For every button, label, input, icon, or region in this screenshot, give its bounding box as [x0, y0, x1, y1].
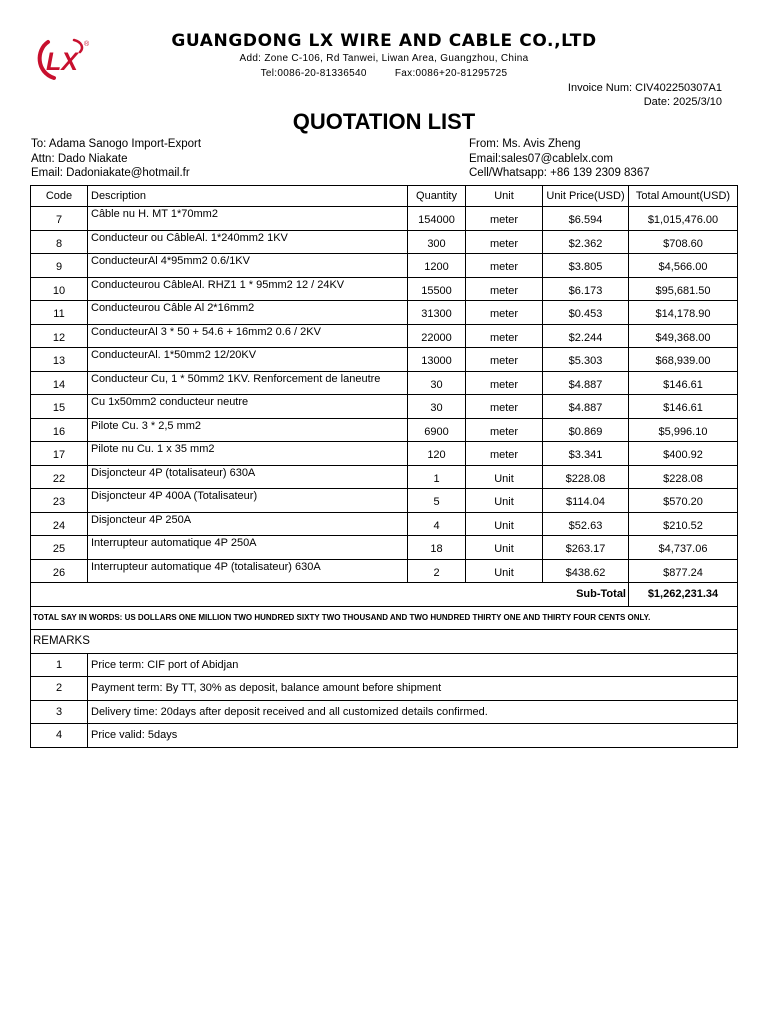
- item-total: $210.52: [629, 512, 738, 536]
- table-row: [31, 442, 738, 466]
- item-description: Conducteurou CâbleAl. RHZ1 1 * 95mm2 12 / 24KV: [88, 277, 408, 301]
- attn-line: Attn: Dado Niakate: [31, 153, 128, 165]
- item-total: $4,737.06: [629, 536, 738, 560]
- item-description: ConducteurAl. 1*50mm2 12/20KV: [88, 348, 408, 372]
- item-description: Conducteur ou CâbleAl. 1*240mm2 1KV: [88, 230, 408, 254]
- item-description: Interrupteur automatique 4P (totalisateur) 630A: [88, 559, 408, 583]
- item-unit-price: $3.805: [543, 254, 629, 278]
- item-code: 25: [31, 536, 88, 560]
- remark-number: 4: [31, 724, 88, 748]
- table-row: [31, 465, 738, 489]
- item-total: $4,566.00: [629, 254, 738, 278]
- from-email: Email:sales07@cablelx.com: [469, 153, 613, 165]
- item-total: $146.61: [629, 395, 738, 419]
- item-total: $5,996.10: [629, 418, 738, 442]
- table-row: [31, 489, 738, 513]
- remarks-heading: REMARKS: [31, 630, 738, 654]
- item-quantity: 6900: [408, 418, 466, 442]
- item-total: $14,178.90: [629, 301, 738, 325]
- table-row: [31, 277, 738, 301]
- item-quantity: 5: [408, 489, 466, 513]
- item-code: 13: [31, 348, 88, 372]
- item-unit: meter: [466, 254, 543, 278]
- company-contact: [0, 68, 768, 79]
- item-quantity: 120: [408, 442, 466, 466]
- item-description: Disjoncteur 4P 250A: [88, 512, 408, 536]
- remarks-heading-row: [31, 630, 738, 654]
- item-unit-price: $2.244: [543, 324, 629, 348]
- item-total: $95,681.50: [629, 277, 738, 301]
- item-code: 26: [31, 559, 88, 583]
- item-code: 17: [31, 442, 88, 466]
- remark-row: [31, 700, 738, 724]
- item-unit-price: $4.887: [543, 371, 629, 395]
- table-row: [31, 230, 738, 254]
- item-description: Interrupteur automatique 4P 250A: [88, 536, 408, 560]
- item-unit: Unit: [466, 465, 543, 489]
- item-total: $68,939.00: [629, 348, 738, 372]
- item-total: $708.60: [629, 230, 738, 254]
- invoice-date: Date: 2025/3/10: [643, 96, 722, 108]
- item-code: 14: [31, 371, 88, 395]
- item-unit-price: $6.594: [543, 207, 629, 231]
- subtotal-value: $1,262,231.34: [629, 583, 738, 607]
- header-quantity: Quantity: [408, 186, 466, 207]
- table-row: [31, 301, 738, 325]
- remark-row: [31, 724, 738, 748]
- item-description: ConducteurAl 3 * 50 + 54.6 + 16mm2 0.6 / 2KV: [88, 324, 408, 348]
- item-unit-price: $228.08: [543, 465, 629, 489]
- total-say-in-words: TOTAL SAY IN WORDS: US DOLLARS ONE MILLION TWO HUNDRED SIXTY TWO THOUSAND AND TWO HUNDRED THIRTY ONE AND THIRTY FOUR CENTS ONLY.: [31, 606, 738, 630]
- item-total: $570.20: [629, 489, 738, 513]
- item-unit: meter: [466, 442, 543, 466]
- item-total: $877.24: [629, 559, 738, 583]
- item-unit-price: $0.453: [543, 301, 629, 325]
- item-unit-price: $52.63: [543, 512, 629, 536]
- header-unit: Unit: [466, 186, 543, 207]
- item-quantity: 1200: [408, 254, 466, 278]
- remark-number: 2: [31, 677, 88, 701]
- item-unit: meter: [466, 324, 543, 348]
- item-unit: meter: [466, 277, 543, 301]
- company-tel: Tel:0086-20-81336540: [260, 68, 367, 79]
- item-code: 22: [31, 465, 88, 489]
- table-row: [31, 512, 738, 536]
- item-unit: meter: [466, 230, 543, 254]
- item-code: 12: [31, 324, 88, 348]
- item-unit: Unit: [466, 536, 543, 560]
- item-unit-price: $114.04: [543, 489, 629, 513]
- item-quantity: 15500: [408, 277, 466, 301]
- item-quantity: 30: [408, 371, 466, 395]
- item-quantity: 22000: [408, 324, 466, 348]
- item-code: 16: [31, 418, 88, 442]
- item-quantity: 154000: [408, 207, 466, 231]
- remark-text: Price valid: 5days: [88, 724, 738, 748]
- remark-text: Price term: CIF port of Abidjan: [88, 653, 738, 677]
- table-row: [31, 324, 738, 348]
- company-name: GUANGDONG LX WIRE AND CABLE CO.,LTD: [171, 31, 597, 51]
- table-row: [31, 418, 738, 442]
- table-row: [31, 207, 738, 231]
- header-code: Code: [31, 186, 88, 207]
- from-cell: Cell/Whatsapp: +86 139 2309 8367: [469, 167, 650, 179]
- item-quantity: 4: [408, 512, 466, 536]
- table-row: [31, 536, 738, 560]
- item-description: Conducteurou Câble Al 2*16mm2: [88, 301, 408, 325]
- item-unit: meter: [466, 371, 543, 395]
- item-quantity: 1: [408, 465, 466, 489]
- item-code: 8: [31, 230, 88, 254]
- say-in-words-row: [31, 606, 738, 630]
- item-description: Pilote Cu. 3 * 2,5 mm2: [88, 418, 408, 442]
- item-unit: Unit: [466, 489, 543, 513]
- invoice-number: Invoice Num: CIV402250307A1: [567, 82, 722, 94]
- remark-number: 1: [31, 653, 88, 677]
- item-code: 15: [31, 395, 88, 419]
- remark-number: 3: [31, 700, 88, 724]
- header-unit-price: Unit Price(USD): [543, 186, 629, 207]
- item-description: ConducteurAl 4*95mm2 0.6/1KV: [88, 254, 408, 278]
- table-header-row: [31, 186, 738, 207]
- item-code: 9: [31, 254, 88, 278]
- quotation-table: [30, 185, 738, 748]
- item-unit-price: $5.303: [543, 348, 629, 372]
- header-total-amount: Total Amount(USD): [629, 186, 738, 207]
- item-total: $49,368.00: [629, 324, 738, 348]
- from-line: From: Ms. Avis Zheng: [469, 138, 581, 150]
- subtotal-label: Sub-Total: [31, 583, 629, 607]
- to-line: To: Adama Sanogo Import-Export: [31, 138, 202, 150]
- item-unit-price: $2.362: [543, 230, 629, 254]
- item-code: 10: [31, 277, 88, 301]
- remark-row: [31, 653, 738, 677]
- item-unit: meter: [466, 418, 543, 442]
- table-row: [31, 348, 738, 372]
- document-title: QUOTATION LIST: [292, 109, 476, 134]
- item-description: Disjoncteur 4P (totalisateur) 630A: [88, 465, 408, 489]
- item-description: Disjoncteur 4P 400A (Totalisateur): [88, 489, 408, 513]
- item-unit: meter: [466, 207, 543, 231]
- item-description: Cu 1x50mm2 conducteur neutre: [88, 395, 408, 419]
- table-row: [31, 559, 738, 583]
- to-email: Email: Dadoniakate@hotmail.fr: [31, 167, 190, 179]
- item-code: 24: [31, 512, 88, 536]
- item-quantity: 13000: [408, 348, 466, 372]
- item-quantity: 30: [408, 395, 466, 419]
- item-quantity: 31300: [408, 301, 466, 325]
- logo-text: LX: [46, 48, 78, 76]
- remark-text: Delivery time: 20days after deposit received and all customized details confirmed.: [88, 700, 738, 724]
- item-total: $228.08: [629, 465, 738, 489]
- item-unit-price: $4.887: [543, 395, 629, 419]
- item-unit-price: $3.341: [543, 442, 629, 466]
- company-fax: Fax:0086+20-81295725: [394, 68, 508, 79]
- item-code: 11: [31, 301, 88, 325]
- item-unit: meter: [466, 301, 543, 325]
- item-quantity: 2: [408, 559, 466, 583]
- item-total: $400.92: [629, 442, 738, 466]
- item-unit-price: $438.62: [543, 559, 629, 583]
- company-address: Add: Zone C-106, Rd Tanwei, Liwan Area, Guangzhou, China: [239, 53, 529, 64]
- item-quantity: 18: [408, 536, 466, 560]
- item-code: 23: [31, 489, 88, 513]
- item-quantity: 300: [408, 230, 466, 254]
- item-total: $146.61: [629, 371, 738, 395]
- item-unit: meter: [466, 348, 543, 372]
- table-row: [31, 254, 738, 278]
- item-description: Câble nu H. MT 1*70mm2: [88, 207, 408, 231]
- item-unit: Unit: [466, 512, 543, 536]
- item-unit: meter: [466, 395, 543, 419]
- table-row: [31, 395, 738, 419]
- item-unit-price: $263.17: [543, 536, 629, 560]
- logo-registered-mark: ®: [84, 41, 90, 48]
- item-total: $1,015,476.00: [629, 207, 738, 231]
- header-description: Description: [88, 186, 408, 207]
- item-description: Conducteur Cu, 1 * 50mm2 1KV. Renforcement de laneutre: [88, 371, 408, 395]
- item-code: 7: [31, 207, 88, 231]
- item-unit-price: $0.869: [543, 418, 629, 442]
- item-unit: Unit: [466, 559, 543, 583]
- table-row: [31, 371, 738, 395]
- subtotal-row: [31, 583, 738, 607]
- remark-row: [31, 677, 738, 701]
- item-unit-price: $6.173: [543, 277, 629, 301]
- item-description: Pilote nu Cu. 1 x 35 mm2: [88, 442, 408, 466]
- remark-text: Payment term: By TT, 30% as deposit, balance amount before shipment: [88, 677, 738, 701]
